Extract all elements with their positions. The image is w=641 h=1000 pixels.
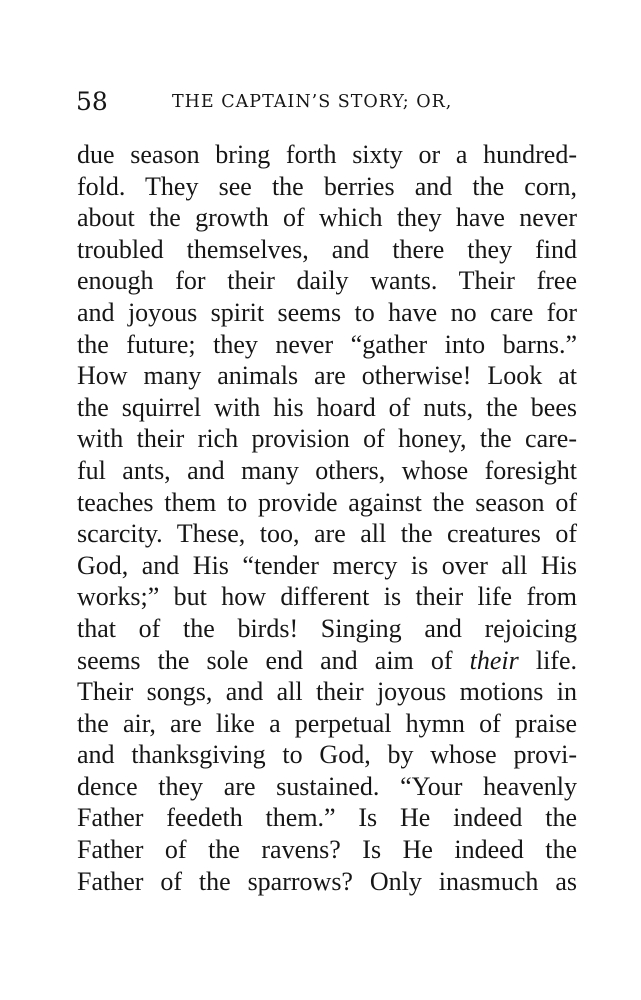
text-line: teaches them to provide against the season of <box>77 487 577 517</box>
italic-word: their <box>469 645 519 675</box>
text-line: that of the birds! Singing and rejoicing <box>77 613 577 643</box>
text-line: scarcity. These, too, are all the creatures of <box>77 519 577 549</box>
text-line: enough for their daily wants. Their free <box>77 266 577 296</box>
text-line: ful ants, and many others, whose foresight <box>77 455 577 485</box>
running-head: THE CAPTAIN’S STORY; OR, <box>172 92 453 112</box>
text-line: the squirrel with his hoard of nuts, the bees <box>77 392 577 422</box>
text-line: dence they are sustained. “Your heavenly <box>77 771 577 801</box>
text-line: Father of the ravens? Is He indeed the <box>77 835 577 865</box>
text-line: fold. They see the berries and the corn, <box>77 171 577 201</box>
text-line: Father of the sparrows? Only inasmuch as <box>77 866 577 896</box>
text-line-mixed <box>77 645 577 677</box>
text-line: about the growth of which they have never <box>77 203 577 233</box>
page-header <box>76 82 576 122</box>
text-line: and joyous spirit seems to have no care for <box>77 297 577 327</box>
text-line: God, and His “tender mercy is over all His <box>77 550 577 580</box>
text-line: Father feedeth them.” Is He indeed the <box>77 803 577 833</box>
line-end: life. <box>535 645 578 675</box>
text-line: troubled themselves, and there they find <box>77 234 577 264</box>
text-line: with their rich provision of honey, the care- <box>77 424 577 454</box>
text-line: the air, are like a perpetual hymn of praise <box>77 708 577 738</box>
page-number: 58 <box>76 87 108 116</box>
text-line: How many animals are otherwise! Look at <box>77 361 577 391</box>
line-start: seems the sole end and aim of <box>77 645 453 675</box>
text-line: due season bring forth sixty or a hundred- <box>77 140 577 169</box>
body-text <box>77 139 577 897</box>
text-line: works;” but how different is their life from <box>77 582 577 612</box>
text-line: the future; they never “gather into barns.” <box>77 329 577 359</box>
text-line: Their songs, and all their joyous motions in <box>77 677 577 707</box>
text-line: and thanksgiving to God, by whose provi- <box>77 740 577 770</box>
